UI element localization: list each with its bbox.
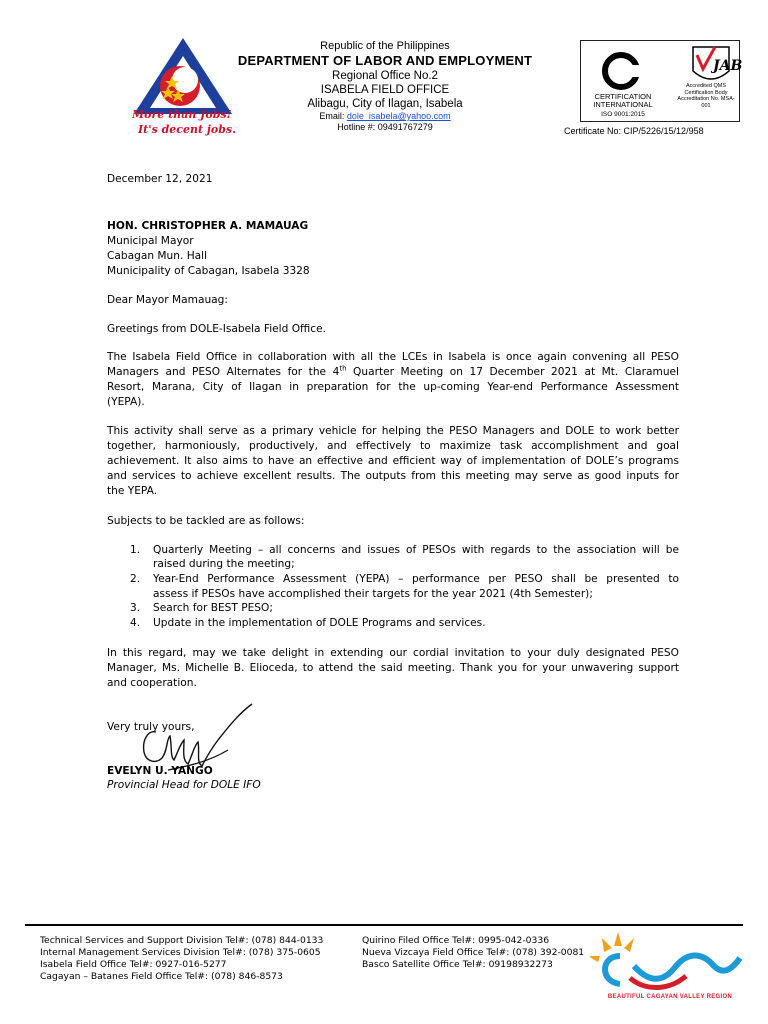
paragraph-1-line-1: The Isabela Field Office in collaboration with all the LCEs in Isabela is once again convening all PESO <box>107 351 679 363</box>
footer-contact: Internal Management Services Division Tel#: (078) 375-0605 <box>40 947 321 958</box>
cert-accredited: Accredited QMS Certification Body Accreditation No. MSA-001 <box>677 83 735 109</box>
greeting: Greetings from DOLE-Isabela Field Office. <box>107 323 327 335</box>
certification-badges <box>581 41 739 121</box>
footer-contact: Technical Services and Support Division Tel#: (078) 844-0133 <box>40 935 324 946</box>
list-item-text: Quarterly Meeting – all concerns and issues of PESOs with regards to the association will be <box>153 544 679 556</box>
p1-text-b: Quarter Meeting on 17 December 2021 at Mt. Claramuel <box>346 366 679 378</box>
list-item-text: Update in the implementation of DOLE Programs and services. <box>153 617 486 629</box>
recipient-office: Cabagan Mun. Hall <box>107 250 208 262</box>
recipient-address: Municipality of Cabagan, Isabela 3328 <box>107 265 310 277</box>
list-item-number: 3. <box>130 602 141 614</box>
recipient-title: Municipal Mayor <box>107 235 194 247</box>
paragraph-2-line-1: This activity shall serve as a primary vehicle for helping the PESO Managers and DOLE to work better <box>107 425 679 437</box>
paragraph-2-line-2: together, harmoniously, productively, and effectively to maximize task accomplishment and goal <box>107 440 679 452</box>
republic-line: Republic of the Philippines <box>320 40 450 52</box>
signatory-title: Provincial Head for DOLE IFO <box>107 779 261 791</box>
paragraph-3-line-1: In this regard, may we take delight in extending our cordial invitation to your duly designated PESO <box>107 647 679 659</box>
certification-box <box>580 40 743 122</box>
hotline: Hotline #: 09491767279 <box>337 122 433 132</box>
paragraph-2-line-5: the YEPA. <box>107 485 158 497</box>
p1-superscript: th <box>339 364 347 373</box>
field-office-name: ISABELA FIELD OFFICE <box>320 84 450 96</box>
letter-date: December 12, 2021 <box>107 173 213 185</box>
list-item-text: Year-End Performance Assessment (YEPA) – performance per PESO shall be presented to <box>153 573 679 585</box>
email-link[interactable]: dole_isabela@yahoo.com <box>346 111 451 121</box>
signatory-name: EVELYN U. YANGO <box>107 765 213 777</box>
footer-contact: Isabela Field Office Tel#: 0927-016-5277 <box>40 959 227 970</box>
list-item-number: 2. <box>130 573 141 585</box>
office-address: Alibagu, City of Ilagan, Isabela <box>307 98 463 110</box>
footer-contact: Quirino Filed Office Tel#: 0995-042-0336 <box>362 935 550 946</box>
footer-contact: Basco Satellite Office Tel#: 09198932273 <box>362 959 553 970</box>
department-name: DEPARTMENT OF LABOR AND EMPLOYMENT <box>237 53 533 68</box>
paragraph-3-line-3: and cooperation. <box>107 677 197 689</box>
subjects-intro: Subjects to be tackled are as follows: <box>107 515 305 527</box>
paragraph-2-line-4: and services to achieve excellent results. The outputs from this meeting may serve as good inputs for <box>107 470 679 482</box>
cert-iso: ISO 9001:2015 <box>601 111 645 118</box>
cert-caption: CERTIFICATION INTERNATIONAL <box>593 92 653 109</box>
list-item-text: Search for BEST PESO; <box>153 602 273 614</box>
region-logo <box>590 926 750 1006</box>
paragraph-1-line-2 <box>107 365 679 380</box>
email-line <box>230 111 540 121</box>
recipient-name: HON. CHRISTOPHER A. MAMAUAG <box>107 220 309 232</box>
list-item-number: 1. <box>130 544 141 556</box>
closing: Very truly yours, <box>107 721 195 733</box>
footer-contact: Cagayan – Batanes Field Office Tel#: (078) 846-8573 <box>40 971 283 982</box>
p1-text-a: Managers and PESO Alternates for the 4 <box>107 366 340 378</box>
paragraph-2-line-3: achievement. It also aims to have an effective and efficient way of implementation of DOLE’s programs <box>107 455 679 467</box>
jab-seal-text: JAB <box>713 58 743 74</box>
region-logo-text: BEAUTIFUL CAGAYAN VALLEY REGION <box>607 994 733 1000</box>
list-item-text-cont: raised during the meeting; <box>153 558 295 570</box>
paragraph-1-line-3: Resort, Marana, City of Ilagan in preparation for the up-coming Year-end Performance Assessment <box>107 381 679 393</box>
certificate-number: Certificate No: CIP/5226/15/12/958 <box>564 126 704 136</box>
salutation: Dear Mayor Mamauag: <box>107 294 228 306</box>
regional-office: Regional Office No.2 <box>332 70 438 82</box>
footer-contact: Nueva Vizcaya Field Office Tel#: (078) 392-0081 <box>362 947 585 958</box>
list-item-number: 4. <box>130 617 141 629</box>
paragraph-3-line-2: Manager, Ms. Michelle B. Elioceda, to attend the said meeting. Thank you for your unwavering support <box>107 662 679 674</box>
paragraph-1-line-4: (YEPA). <box>107 396 145 408</box>
tagline-2: It's decent jobs. <box>138 123 236 136</box>
email-label: Email: <box>319 111 345 121</box>
list-item-text-cont: assess if PESOs have accomplished their targets for the year 2021 (4th Semester); <box>153 588 593 600</box>
tagline-1: More than Jobs! <box>132 108 232 121</box>
